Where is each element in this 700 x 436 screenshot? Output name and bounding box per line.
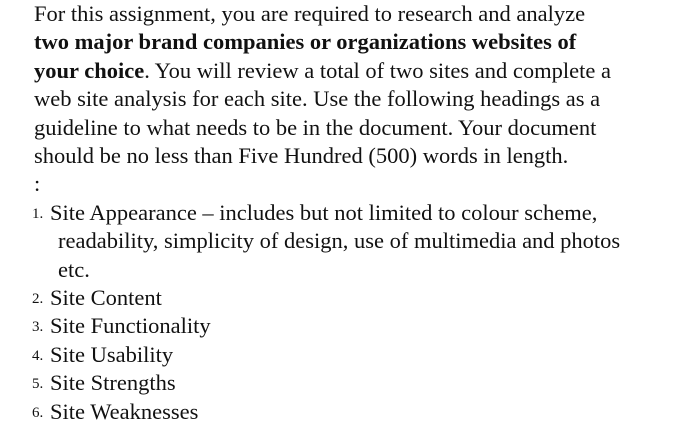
- intro-line: [34, 114, 684, 142]
- heading-item-site-appearance: [34, 199, 684, 284]
- heading-text-continued: readability, simplicity of design, use of multimedia and photos: [58, 228, 621, 254]
- intro-line-bold: [34, 28, 684, 56]
- heading-item-site-strengths: [34, 369, 684, 397]
- intro-line: [34, 57, 684, 85]
- separator-colon: :: [34, 171, 41, 197]
- assignment-intro: [34, 0, 684, 170]
- heading-item-site-content: [34, 284, 684, 312]
- intro-line: [34, 0, 684, 28]
- heading-text: Site Usability: [50, 341, 174, 367]
- intro-text: should be no less than Five Hundred (500) words in length.: [34, 143, 569, 169]
- heading-text: Site Weaknesses: [50, 398, 199, 424]
- heading-text: Site Functionality: [50, 313, 211, 339]
- heading-item-site-functionality: [34, 312, 684, 340]
- heading-item-site-weaknesses: [34, 398, 684, 426]
- intro-line: [34, 85, 684, 113]
- heading-number: 1.: [32, 205, 44, 222]
- intro-text: . You will review a total of two sites and complete a: [144, 57, 611, 83]
- headings-list: [34, 199, 684, 426]
- intro-line: [34, 142, 684, 170]
- heading-text: Site Appearance – includes but not limited to colour scheme,: [50, 199, 598, 225]
- heading-number: 6.: [32, 404, 44, 421]
- heading-item-site-usability: [34, 341, 684, 369]
- heading-number: 2.: [32, 291, 44, 308]
- heading-number: 3.: [32, 319, 44, 336]
- intro-text: web site analysis for each site. Use the following headings as a: [34, 86, 601, 112]
- heading-text: Site Strengths: [50, 370, 176, 396]
- assignment-document: [34, 0, 684, 426]
- heading-number: 4.: [32, 347, 44, 364]
- heading-text-continued: etc.: [58, 256, 90, 282]
- intro-text: For this assignment, you are required to research and analyze: [34, 1, 586, 26]
- intro-text: guideline to what needs to be in the document. Your document: [34, 114, 597, 140]
- intro-text-bold: two major brand companies or organizations websites of: [34, 29, 577, 55]
- heading-text: Site Content: [50, 285, 162, 311]
- heading-number: 5.: [32, 376, 44, 393]
- intro-text-bold: your choice: [34, 57, 145, 83]
